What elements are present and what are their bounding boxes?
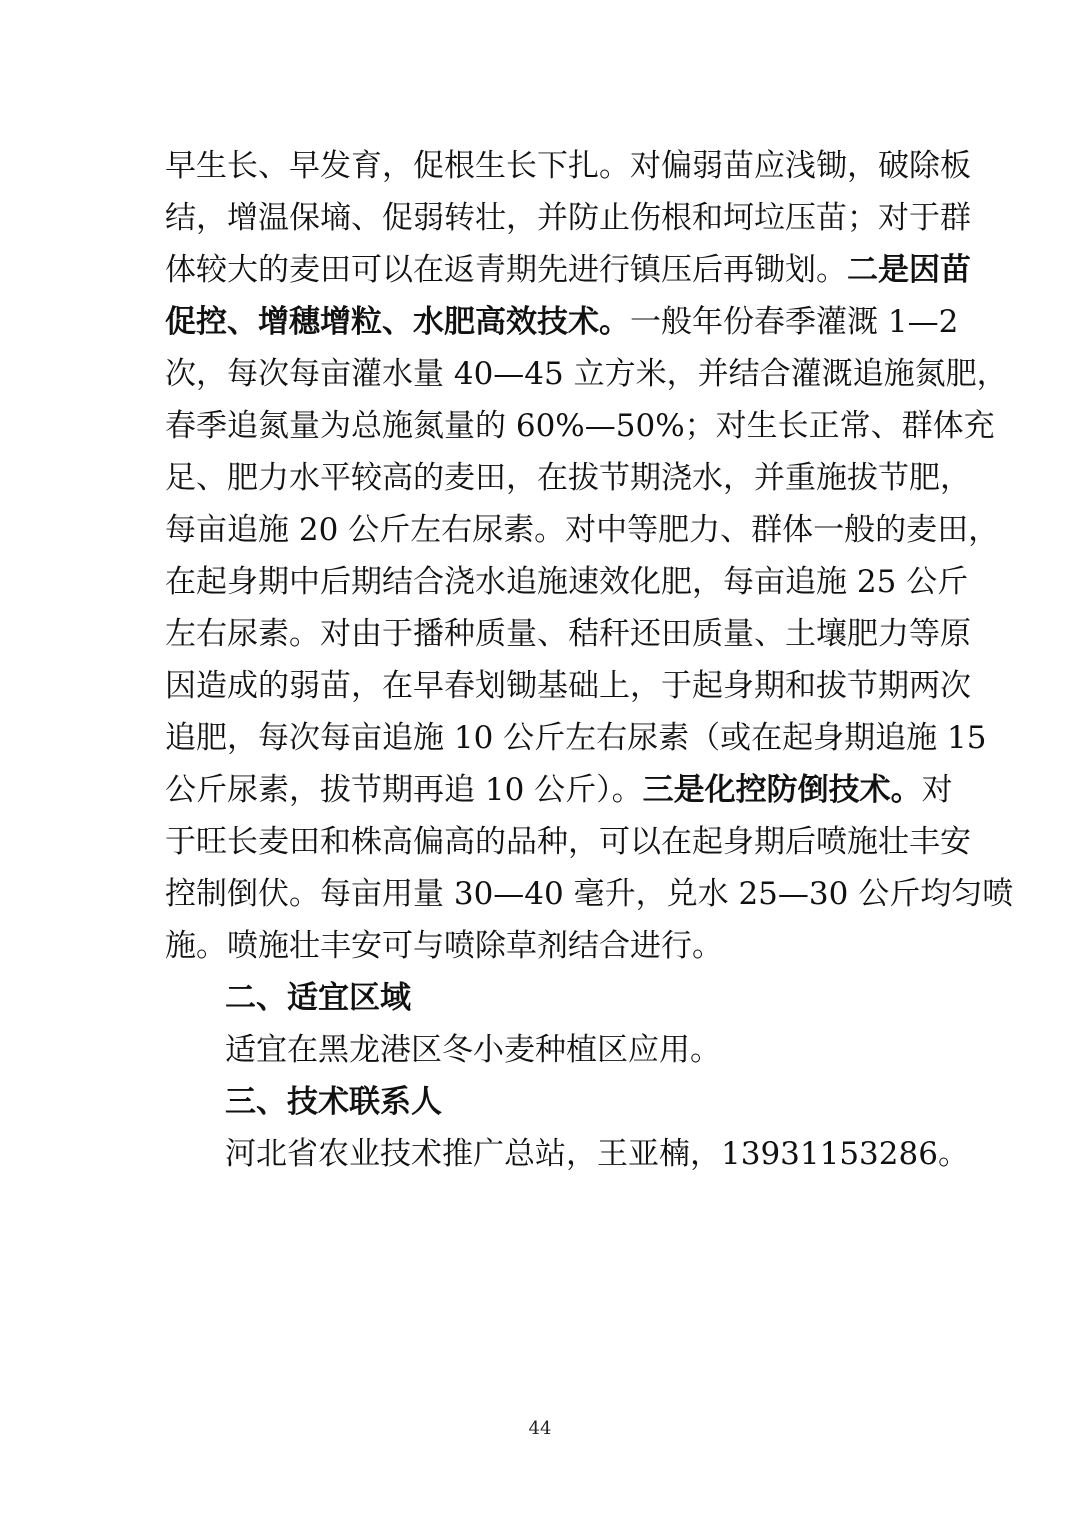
- text-run: 体较大的麦田可以在返青期先进行镇压后再锄划。: [165, 252, 847, 288]
- paragraph-main: [165, 140, 1014, 972]
- text-run: 控制倒伏。每亩用量 30—40 毫升，兑水 25—30 公斤均匀喷: [165, 876, 1014, 912]
- text-run: 于旺长麦田和株高偏高的品种，可以在起身期后喷施壮丰安: [165, 824, 971, 860]
- text-run: 对: [921, 772, 953, 808]
- section-content-contact: 河北省农业技术推广总站，王亚楠，13931153286。: [225, 1136, 969, 1172]
- text-run: 因造成的弱苗，在早春划锄基础上，于起身期和拔节期两次: [165, 668, 971, 704]
- text-run: 施。喷施壮丰安可与喷除草剂结合进行。: [165, 928, 723, 964]
- section-content-suitable-area: 适宜在黑龙港区冬小麦种植区应用。: [225, 1032, 721, 1068]
- text-line: [165, 764, 953, 816]
- bold-text-run: 促控、增穗增粒、水肥高效技术。: [165, 304, 630, 340]
- text-line: [165, 712, 987, 764]
- section-heading-contact: 三、技术联系人: [225, 1084, 442, 1120]
- text-run: 一般年份春季灌溉 1—2: [630, 304, 959, 340]
- text-line: [165, 400, 995, 452]
- body-text: [165, 140, 1014, 1180]
- bold-text-run: 三是化控防倒技术。: [642, 772, 922, 808]
- bold-text-run: 二是因苗: [847, 252, 971, 288]
- text-line: [165, 868, 1014, 920]
- text-line: [165, 192, 971, 244]
- text-line: [165, 504, 1000, 556]
- text-run: 次，每次每亩灌水量 40—45 立方米，并结合灌溉追施氮肥，: [165, 356, 1008, 392]
- text-run: 足、肥力水平较高的麦田，在拔节期浇水，并重施拔节肥，: [165, 460, 971, 496]
- text-line: [165, 608, 971, 660]
- text-line: [165, 920, 915, 972]
- text-run: 结，增温保墒、促弱转壮，并防止伤根和坷垃压苗；对于群: [165, 200, 971, 236]
- text-run: 春季追氮量为总施氮量的 60%—50%；对生长正常、群体充: [165, 408, 995, 444]
- text-run: 左右尿素。对由于播种质量、秸秆还田质量、土壤肥力等原: [165, 616, 971, 652]
- text-line: [165, 296, 959, 348]
- text-run: 早生长、早发育，促根生长下扎。对偏弱苗应浅锄，破除板: [165, 148, 971, 184]
- text-line: [165, 348, 1008, 400]
- text-line: [165, 140, 971, 192]
- text-line: [165, 816, 971, 868]
- text-line: [165, 452, 971, 504]
- text-run: 每亩追施 20 公斤左右尿素。对中等肥力、群体一般的麦田，: [165, 512, 1000, 548]
- text-run: 在起身期中后期结合浇水追施速效化肥，每亩追施 25 公斤: [165, 564, 969, 600]
- text-run: 公斤尿素，拔节期再追 10 公斤）。: [165, 772, 643, 808]
- section-heading-suitable-area: 二、适宜区域: [225, 980, 411, 1016]
- text-run: 追肥，每次每亩追施 10 公斤左右尿素（或在起身期追施 15: [165, 720, 987, 756]
- text-line: [165, 244, 971, 296]
- page-number: 44: [528, 1418, 552, 1439]
- text-line: [165, 660, 971, 712]
- text-line: [165, 556, 969, 608]
